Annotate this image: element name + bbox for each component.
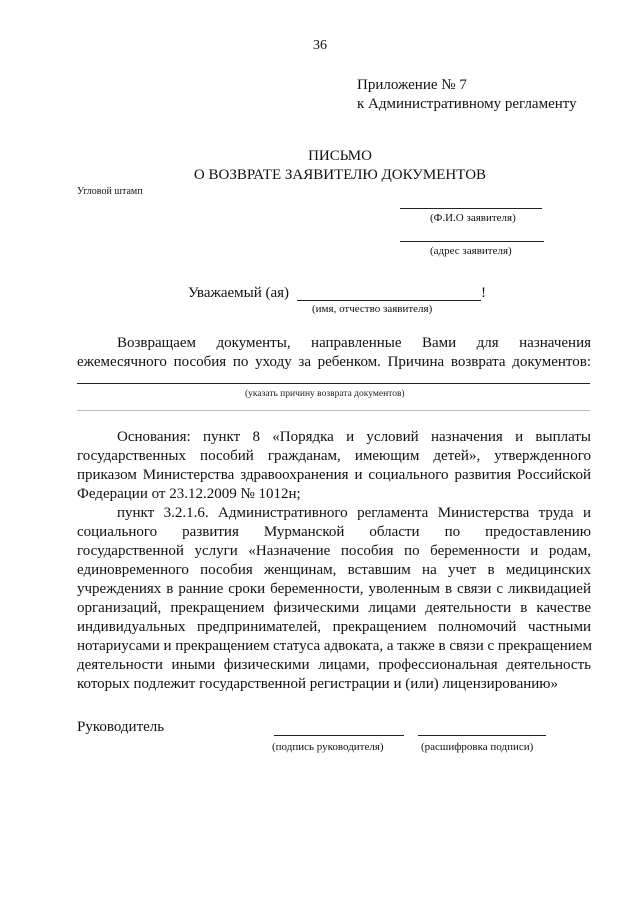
clause-line: которых подлежит государственной регистрации и (или) лицензированию» [77,676,558,692]
reason-caption: (указать причину возврата документов) [245,389,405,399]
clause-line: деятельности иными физическими лицами, профессиональная деятельность [77,657,591,673]
clause-line: организаций, прекращением физическими лицами деятельности в качестве [77,600,591,616]
appendix-line-1: Приложение № 7 [357,77,467,93]
signature-caption: (подпись руководителя) [272,741,384,753]
clause-line: государственной услуги «Назначение пособия по беременности и родам, [77,543,591,559]
applicant-address-line [400,241,544,242]
clause-line: пункт 3.2.1.6. Административного регламента Министерства труда и [117,505,591,521]
clause-line: единовременного пособия женщинам, вставшим на учет в медицинских [77,562,591,578]
signer-role: Руководитель [77,719,165,735]
signature-line [274,735,404,736]
page-number: 36 [313,38,327,53]
basis-line: приказом Министерства здравоохранения и социального развития Российской [77,467,591,483]
greeting-exclamation: ! [481,285,486,301]
clause-line: социального развития Мурманской области по предоставлению [77,524,591,540]
clause-line: индивидуальных предпринимателей, прекращением полномочий частными [77,619,591,635]
signature-decoding-caption: (расшифровка подписи) [421,741,534,753]
applicant-name-line [400,208,542,209]
greeting-text: Уважаемый (ая) [188,285,290,301]
appendix-line-2: к Административному регламенту [357,96,577,112]
appendix-note [357,76,577,114]
applicant-name-caption: (Ф.И.О заявителя) [430,212,516,224]
return-line-2: ежемесячного пособия по уходу за ребенком. Причина возврата документов: [77,354,591,370]
greeting-caption: (имя, отчество заявителя) [312,303,433,315]
applicant-address-caption: (адрес заявителя) [430,245,512,257]
greeting-name-line [297,300,481,301]
clause-line: нотариусами и прекращением статуса адвоката, а также в связи с прекращением [77,638,592,654]
corner-stamp-label: Угловой штамп [77,186,143,197]
signature-decoding-line [418,735,546,736]
letter-title: ПИСЬМО [308,148,372,164]
basis-paragraph [77,428,591,504]
greeting [188,285,289,302]
clause-line: учреждениях в ранние сроки беременности, уволенным в связи с ликвидацией [77,581,591,597]
basis-line: Основания: пункт 8 «Порядка и условий назначения и выплаты [117,429,591,445]
clause-paragraph [77,504,591,694]
basis-line: государственных пособий гражданам, имеющим детей», утвержденного [77,448,591,464]
return-line-1: Возвращаем документы, направленные Вами для назначения [117,335,591,351]
basis-line: Федерации от 23.12.2009 № 1012н; [77,486,301,502]
reason-line [77,383,590,384]
letter-subtitle: О ВОЗВРАТЕ ЗАЯВИТЕЛЮ ДОКУМЕНТОВ [193,167,487,183]
return-paragraph [77,334,591,372]
reason-line-extra [77,410,590,411]
